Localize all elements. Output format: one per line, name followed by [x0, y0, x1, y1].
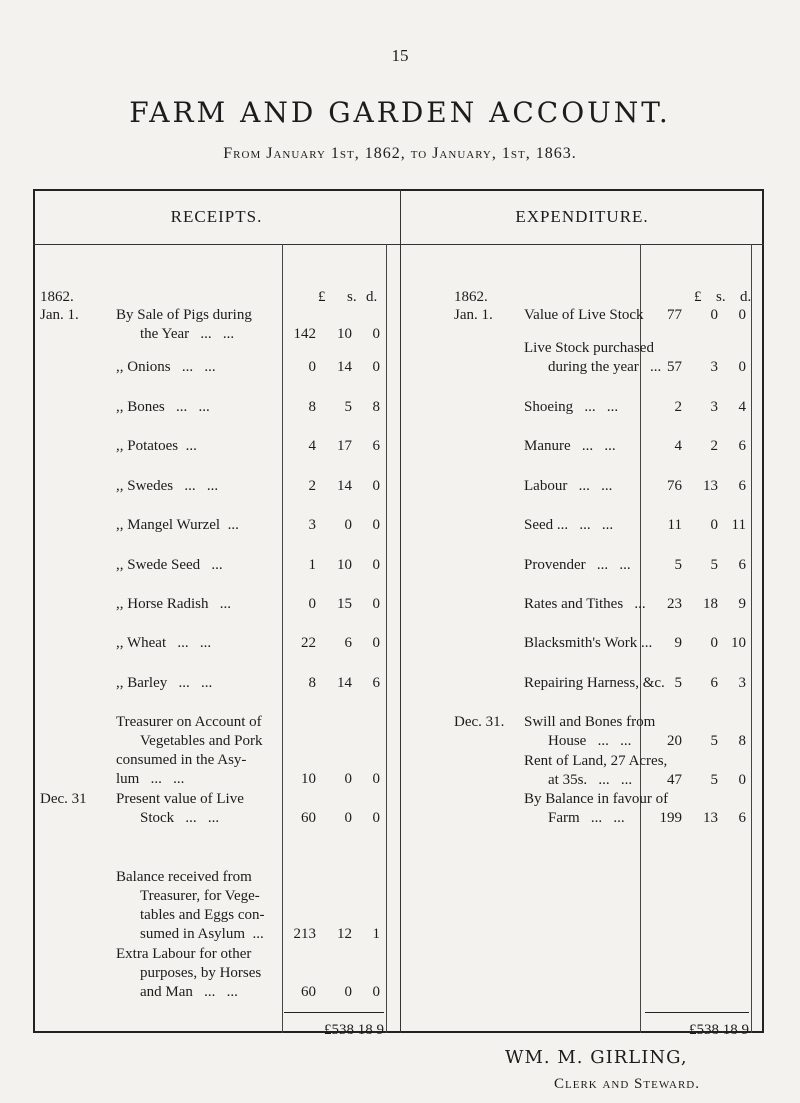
receipts-total-rule: [284, 1012, 384, 1013]
receipts-row-pence: 0: [372, 596, 380, 612]
receipts-row-shillings: 0: [344, 810, 352, 826]
receipts-row-description: ,, Potatoes ...: [116, 438, 197, 454]
expenditure-row-pence: 11: [731, 517, 746, 533]
expenditure-row-pence: 0: [738, 772, 746, 788]
expenditure-row-pence: 0: [738, 307, 746, 323]
expenditure-row-description: Manure ... ...: [524, 438, 616, 454]
expenditure-row-description: Live Stock purchased: [524, 340, 654, 356]
receipts-row-pounds: 8: [308, 399, 316, 415]
receipts-row-shillings: 14: [337, 675, 352, 691]
receipts-total: £538 18 9: [324, 1022, 384, 1038]
receipts-row-description: Vegetables and Pork: [140, 733, 263, 749]
expenditure-pounds-head: £: [694, 289, 702, 305]
receipts-row-description: and Man ... ...: [140, 984, 238, 1000]
receipts-row-pounds: 10: [301, 771, 316, 787]
receipts-header: RECEIPTS.: [170, 207, 263, 226]
expenditure-row-pounds: 4: [674, 438, 682, 454]
expenditure-total-rule: [645, 1012, 749, 1013]
expenditure-row-shillings: 3: [710, 359, 718, 375]
expenditure-row-pence: 8: [738, 733, 746, 749]
expenditure-row-description: Shoeing ... ...: [524, 399, 619, 415]
receipts-row-description: ,, Bones ... ...: [116, 399, 210, 415]
expenditure-row-pence: 10: [731, 635, 746, 651]
receipts-row-description: ,, Wheat ... ...: [116, 635, 212, 651]
receipts-row-pence: 0: [372, 635, 380, 651]
expenditure-row-shillings: 18: [703, 596, 718, 612]
page-title: FARM AND GARDEN ACCOUNT.: [129, 96, 671, 129]
expenditure-row-pounds: 57: [667, 359, 682, 375]
receipts-row-description: Present value of Live: [116, 791, 244, 807]
receipts-row-shillings: 10: [337, 557, 352, 573]
expenditure-row-pounds: 77: [667, 307, 682, 323]
receipts-row-description: Extra Labour for other: [116, 946, 252, 962]
expenditure-row-description: Farm ... ...: [548, 810, 625, 826]
signature-title: Clerk and Steward.: [554, 1076, 700, 1092]
expenditure-row-pence: 9: [738, 596, 746, 612]
receipts-row-description: consumed in the Asy-: [116, 752, 247, 768]
receipts-row-date: Jan. 1.: [40, 307, 79, 323]
receipts-row-pounds: 60: [301, 984, 316, 1000]
expenditure-row-date: Jan. 1.: [454, 307, 493, 323]
expenditure-row-shillings: 0: [710, 635, 718, 651]
expenditure-row-description: House ... ...: [548, 733, 632, 749]
expenditure-row-description: Swill and Bones from: [524, 714, 656, 730]
receipts-row-pounds: 0: [308, 596, 316, 612]
receipts-row-shillings: 5: [344, 399, 352, 415]
expenditure-row-pounds: 20: [667, 733, 682, 749]
receipts-row-shillings: 14: [337, 359, 352, 375]
expenditure-row-pounds: 199: [659, 810, 682, 826]
expenditure-row-description: Rates and Tithes ...: [524, 596, 646, 612]
receipts-row-description: ,, Mangel Wurzel ...: [116, 517, 239, 533]
header-divider: [33, 244, 764, 245]
receipts-row-shillings: 10: [337, 326, 352, 342]
receipts-row-pounds: 4: [308, 438, 316, 454]
expenditure-row-pounds: 2: [674, 399, 682, 415]
page-subtitle: From January 1st, 1862, to January, 1st, 1863.: [223, 145, 577, 162]
receipts-pence-head: d.: [366, 289, 378, 305]
receipts-row-pounds: 3: [308, 517, 316, 533]
receipts-row-description: ,, Onions ... ...: [116, 359, 216, 375]
receipts-row-pounds: 8: [308, 675, 316, 691]
signature-name: WM. M. GIRLING,: [505, 1047, 688, 1068]
receipts-row-description: Stock ... ...: [140, 810, 220, 826]
receipts-amount-rule-right: [386, 244, 387, 1033]
receipts-row-description: ,, Swedes ... ...: [116, 478, 219, 494]
receipts-shillings-head: s.: [347, 289, 357, 305]
expenditure-row-description: Provender ... ...: [524, 557, 631, 573]
expenditure-total: £538 18 9: [689, 1022, 749, 1038]
receipts-row-pounds: 1: [308, 557, 316, 573]
receipts-row-shillings: 15: [337, 596, 352, 612]
expenditure-row-description: Labour ... ...: [524, 478, 613, 494]
receipts-row-shillings: 0: [344, 517, 352, 533]
expenditure-year: 1862.: [454, 289, 488, 305]
receipts-row-pence: 6: [372, 675, 380, 691]
expenditure-pence-head: d.: [740, 289, 752, 305]
receipts-row-pence: 0: [372, 359, 380, 375]
receipts-row-pence: 1: [372, 926, 380, 942]
receipts-row-description: purposes, by Horses: [140, 965, 262, 981]
receipts-row-pence: 0: [372, 517, 380, 533]
receipts-row-pounds: 60: [301, 810, 316, 826]
expenditure-row-shillings: 2: [710, 438, 718, 454]
expenditure-row-pence: 6: [738, 478, 746, 494]
expenditure-row-date: Dec. 31.: [454, 714, 505, 730]
receipts-row-pounds: 22: [301, 635, 316, 651]
page-number: 15: [391, 46, 409, 65]
receipts-row-description: the Year ... ...: [140, 326, 235, 342]
receipts-row-description: By Sale of Pigs during: [116, 307, 252, 323]
expenditure-row-shillings: 0: [710, 307, 718, 323]
expenditure-row-description: Blacksmith's Work ...: [524, 635, 653, 651]
receipts-row-pence: 8: [372, 399, 380, 415]
expenditure-row-pounds: 76: [667, 478, 682, 494]
expenditure-row-shillings: 5: [710, 557, 718, 573]
expenditure-row-shillings: 0: [710, 517, 718, 533]
receipts-row-description: ,, Barley ... ...: [116, 675, 213, 691]
receipts-row-pounds: 0: [308, 359, 316, 375]
receipts-row-description: Balance received from: [116, 869, 252, 885]
expenditure-row-pence: 6: [738, 557, 746, 573]
expenditure-row-pence: 6: [738, 438, 746, 454]
receipts-row-description: sumed in Asylum ...: [140, 926, 264, 942]
receipts-row-pence: 0: [372, 771, 380, 787]
expenditure-amount-rule-right: [751, 244, 752, 1033]
receipts-row-pence: 0: [372, 984, 380, 1000]
expenditure-shillings-head: s.: [716, 289, 726, 305]
receipts-row-shillings: 12: [337, 926, 352, 942]
expenditure-header: EXPENDITURE.: [515, 207, 649, 226]
expenditure-row-pounds: 23: [667, 596, 682, 612]
expenditure-row-description: By Balance in favour of: [524, 791, 669, 807]
expenditure-row-pence: 4: [738, 399, 746, 415]
receipts-row-date: Dec. 31: [40, 791, 87, 807]
receipts-row-pounds: 2: [308, 478, 316, 494]
expenditure-row-description: Rent of Land, 27 Acres,: [524, 753, 668, 769]
expenditure-row-description: at 35s. ... ...: [548, 772, 633, 788]
expenditure-row-shillings: 6: [710, 675, 718, 691]
receipts-pounds-head: £: [318, 289, 326, 305]
expenditure-row-pounds: 5: [674, 675, 682, 691]
receipts-row-description: tables and Eggs con-: [140, 907, 265, 923]
expenditure-row-pence: 3: [738, 675, 746, 691]
expenditure-row-shillings: 13: [703, 810, 718, 826]
receipts-row-pence: 0: [372, 810, 380, 826]
expenditure-row-pounds: 47: [667, 772, 682, 788]
receipts-row-description: Treasurer on Account of: [116, 714, 262, 730]
receipts-row-pence: 0: [372, 326, 380, 342]
receipts-row-description: Treasurer, for Vege-: [140, 888, 260, 904]
receipts-row-description: ,, Horse Radish ...: [116, 596, 231, 612]
receipts-row-pence: 6: [372, 438, 380, 454]
expenditure-row-description: Repairing Harness, &c.: [524, 675, 665, 691]
receipts-row-pounds: 213: [293, 926, 316, 942]
center-divider: [400, 189, 401, 1033]
receipts-row-shillings: 17: [337, 438, 352, 454]
expenditure-row-description: during the year ...: [548, 359, 662, 375]
expenditure-row-pounds: 11: [667, 517, 682, 533]
receipts-row-pence: 0: [372, 478, 380, 494]
expenditure-row-description: Value of Live Stock: [524, 307, 644, 323]
expenditure-row-pence: 0: [738, 359, 746, 375]
expenditure-row-description: Seed ... ... ...: [524, 517, 614, 533]
receipts-row-shillings: 14: [337, 478, 352, 494]
expenditure-row-shillings: 5: [710, 772, 718, 788]
expenditure-row-shillings: 3: [710, 399, 718, 415]
receipts-row-pounds: 142: [293, 326, 316, 342]
expenditure-row-shillings: 5: [710, 733, 718, 749]
receipts-row-description: lum ... ...: [116, 771, 185, 787]
expenditure-row-pounds: 9: [674, 635, 682, 651]
receipts-row-shillings: 0: [344, 771, 352, 787]
receipts-row-pence: 0: [372, 557, 380, 573]
receipts-row-description: ,, Swede Seed ...: [116, 557, 223, 573]
receipts-year: 1862.: [40, 289, 74, 305]
expenditure-row-pence: 6: [738, 810, 746, 826]
receipts-row-shillings: 0: [344, 984, 352, 1000]
expenditure-row-pounds: 5: [674, 557, 682, 573]
expenditure-row-shillings: 13: [703, 478, 718, 494]
receipts-row-shillings: 6: [344, 635, 352, 651]
